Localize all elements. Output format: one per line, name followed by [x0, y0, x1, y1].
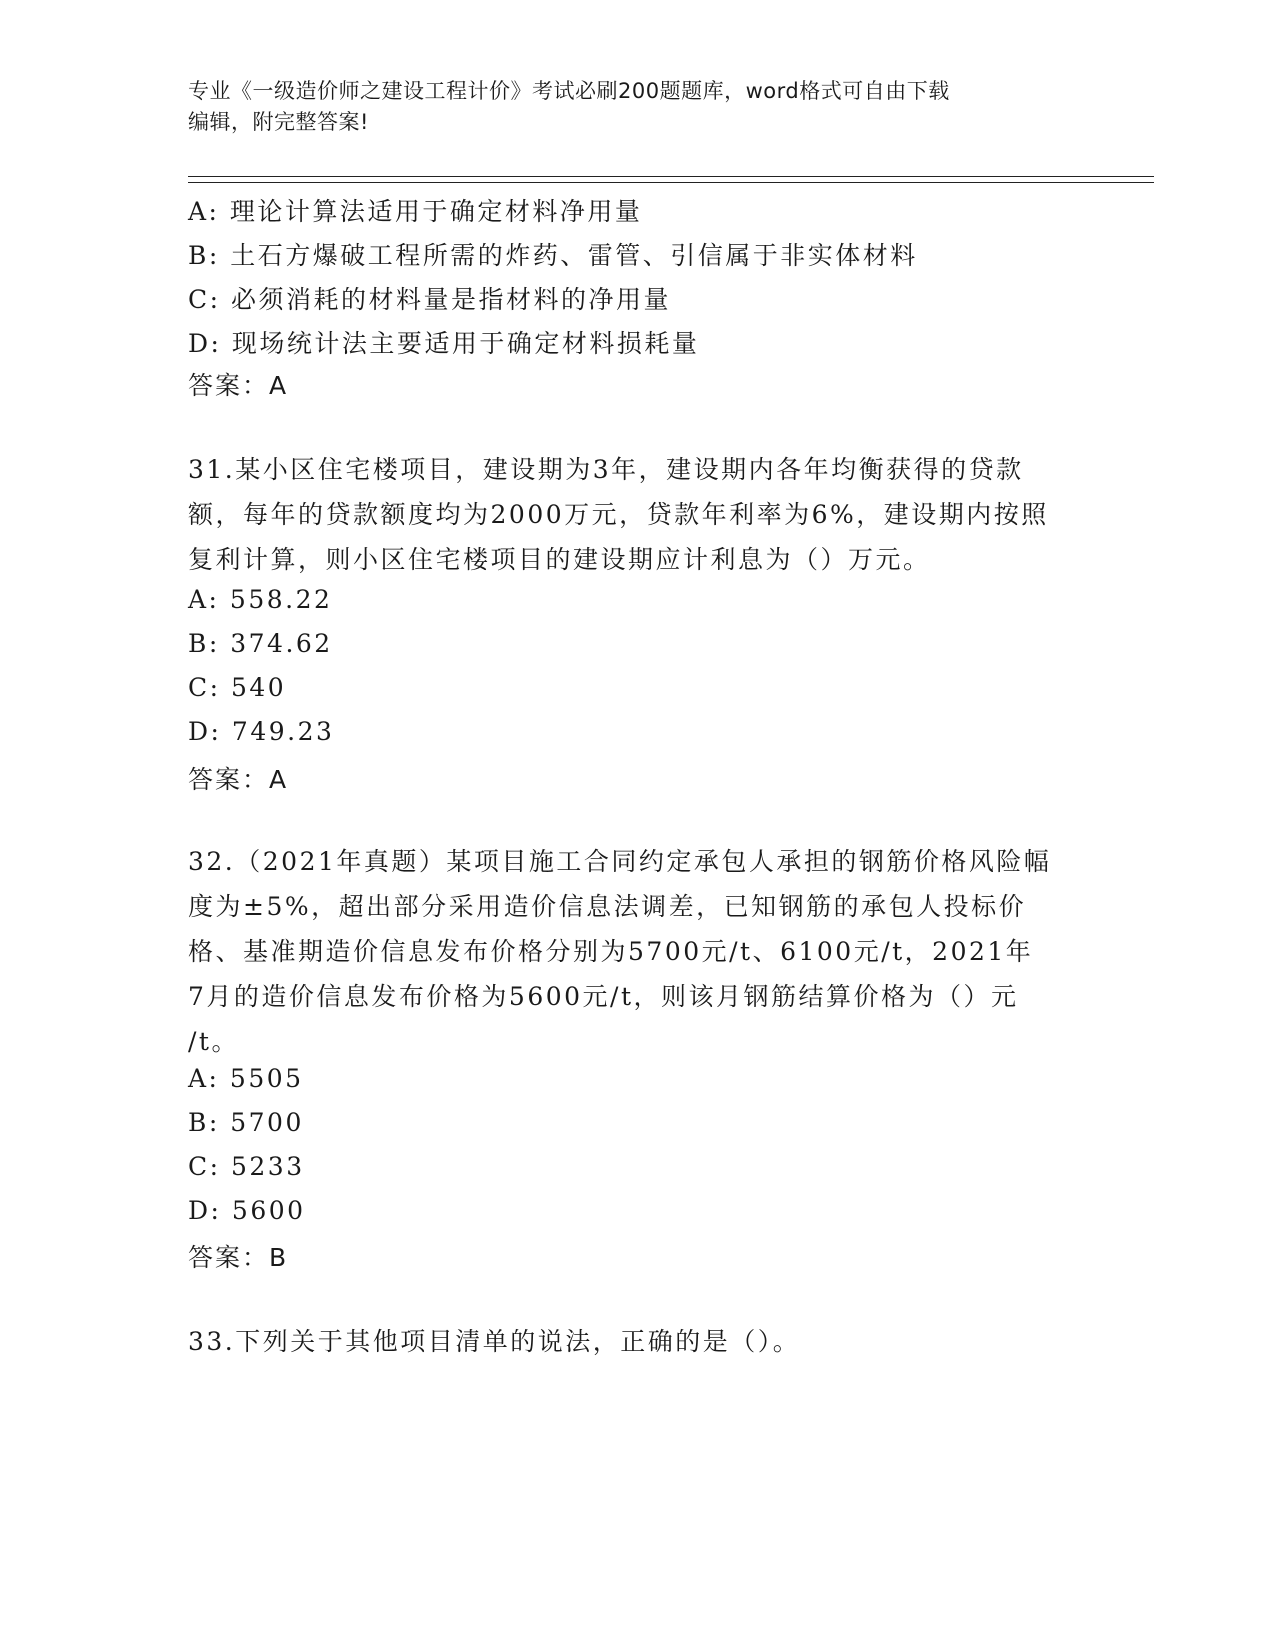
- q31-stem-line-3: 复利计算，则小区住宅楼项目的建设期应计利息为（）万元。: [188, 545, 931, 574]
- header-divider-top: [188, 176, 1154, 177]
- document-header: [188, 76, 1088, 138]
- q31-option-b: B: 374.62: [188, 629, 333, 658]
- q31-option-a: A: 558.22: [188, 585, 333, 614]
- q31-option-c: C: 540: [188, 673, 287, 702]
- q32-answer: 答案：B: [188, 1243, 289, 1272]
- q32-option-b: B: 5700: [188, 1108, 304, 1137]
- q32-stem-line-1: 32.（2021年真题）某项目施工合同约定承包人承担的钢筋价格风险幅: [188, 847, 1052, 876]
- q32-option-a: A: 5505: [188, 1064, 304, 1093]
- q30-option-c: C: 必须消耗的材料量是指材料的净用量: [188, 285, 671, 314]
- q31-stem: [188, 447, 1088, 582]
- q31-stem-line-2: 额，每年的贷款额度均为2000万元，贷款年利率为6%，建设期内按照: [188, 500, 1049, 529]
- q32-stem-line-2: 度为±5%，超出部分采用造价信息法调差，已知钢筋的承包人投标价: [188, 892, 1027, 921]
- q32-stem: [188, 839, 1088, 1064]
- header-line-2: 编辑，附完整答案!: [188, 110, 369, 134]
- header-line-1: 专业《一级造价师之建设工程计价》考试必刷200题题库，word格式可自由下载: [188, 79, 950, 103]
- q30-option-d: D: 现场统计法主要适用于确定材料损耗量: [188, 329, 700, 358]
- q30-option-a: A: 理论计算法适用于确定材料净用量: [188, 197, 643, 226]
- q31-stem-line-1: 31.某小区住宅楼项目，建设期为3年，建设期内各年均衡获得的贷款: [188, 455, 1024, 484]
- q33-stem: [188, 1319, 1088, 1364]
- q32-stem-line-3: 格、基准期造价信息发布价格分别为5700元/t、6100元/t，2021年: [188, 937, 1034, 966]
- q30-option-b: B: 土石方爆破工程所需的炸药、雷管、引信属于非实体材料: [188, 241, 918, 270]
- header-divider-bottom: [188, 182, 1154, 183]
- q33-stem-line-1: 33.下列关于其他项目清单的说法，正确的是（）。: [188, 1327, 801, 1356]
- q31-option-d: D: 749.23: [188, 717, 335, 746]
- q30-answer: 答案：A: [188, 371, 289, 400]
- q32-stem-line-5: /t。: [188, 1027, 239, 1056]
- q32-option-d: D: 5600: [188, 1196, 306, 1225]
- q31-answer: 答案：A: [188, 765, 289, 794]
- q32-stem-line-4: 7月的造价信息发布价格为5600元/t，则该月钢筋结算价格为（）元: [188, 982, 1019, 1011]
- q32-option-c: C: 5233: [188, 1152, 305, 1181]
